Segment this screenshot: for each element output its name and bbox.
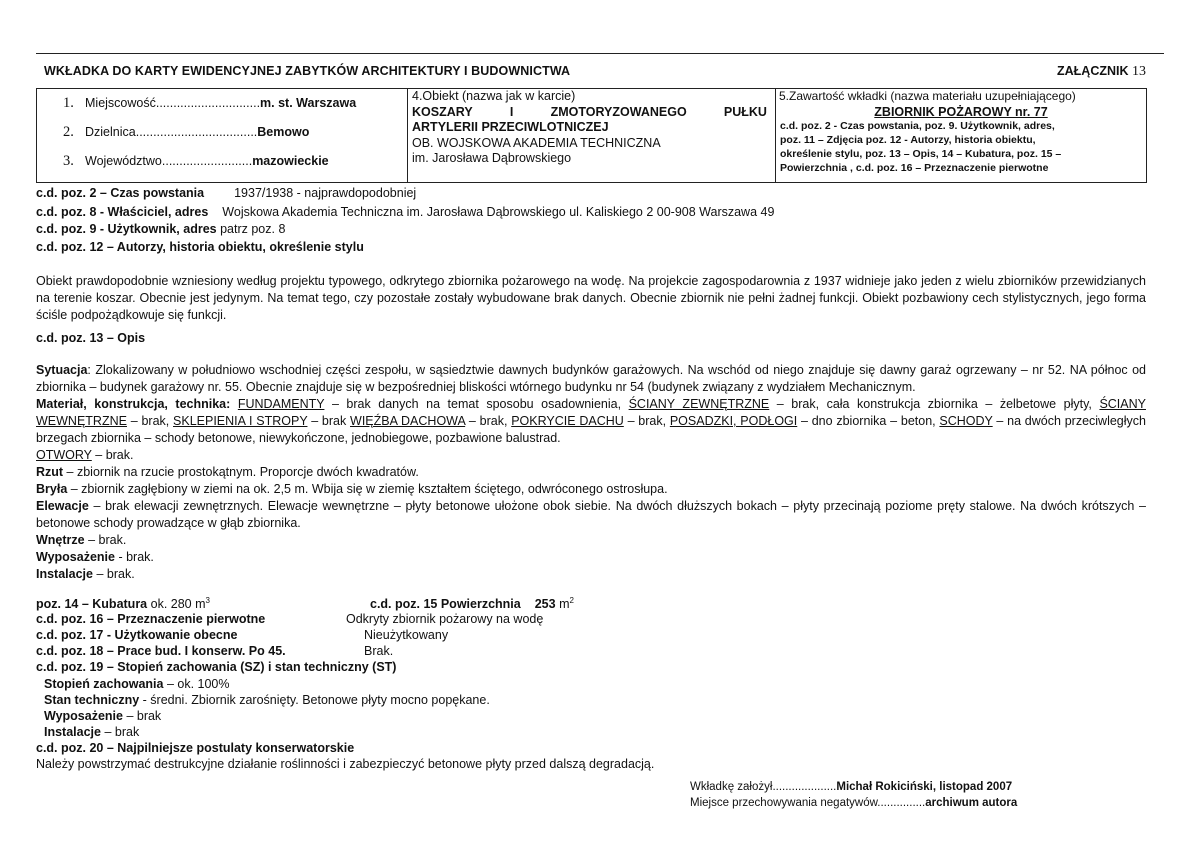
object-name-line2: ARTYLERII PRZECIWLOTNICZEJ <box>412 120 609 134</box>
poz15-label: c.d. poz. 15 Powierzchnia <box>370 597 521 612</box>
wyposazenie-line <box>36 549 1146 566</box>
poz15-value: 253 <box>534 597 556 612</box>
contents-box <box>776 89 1147 183</box>
bryla-text: – zbiornik zagłębiony w ziemi na ok. 2,5 m. Wbija się w ziemię kształtem ściętego, odwróconego ostrosłupa. <box>67 482 668 496</box>
row-label: Miejscowość <box>85 96 156 110</box>
rzut-text: – zbiornik na rzucie prostokątnym. Proporcje dwóch kwadratów. <box>63 465 419 479</box>
poz18-line <box>36 644 286 658</box>
bryla-label: Bryła <box>36 482 68 496</box>
poz18-value: Brak. <box>364 644 394 658</box>
storage-dots: ............... <box>877 797 926 809</box>
contents-line: c.d. poz. 2 - Czas powstania, poz. 9. Użytkownik, adres, <box>780 119 1055 132</box>
contents-label: 5.Zawartość wkładki (nazwa materiału uzupełniającego) <box>779 89 1076 103</box>
row-number: 3. <box>63 153 74 169</box>
storage-line <box>690 797 1017 809</box>
sciany-wew-label: ŚCIANY WEWNĘTRZNE <box>36 397 1146 428</box>
otwory-line <box>36 447 1146 464</box>
poz13-label: c.d. poz. 13 – Opis <box>36 331 146 345</box>
storage-value: archiwum autora <box>925 797 1018 809</box>
situation-text: : Zlokalizowany w południowo wschodniej części zespołu, w sąsiedztwie dawnych budynków garażowych. Na wschód od niego znajduje się dawny garaż ogrzewany – nr 52. NA północ od zbiornika – budynek garażowy nr. 55. Obecnie znajduje się w bezpośredniej bliskości wtórnego budynku nr 54 (budynek związany z wydziałem Mechanicznym. <box>36 363 1146 394</box>
poz9-label: c.d. poz. 9 - Użytkownik, adres <box>36 222 217 236</box>
st-label: Stan techniczny <box>44 693 140 707</box>
fundamenty-text: – brak danych na temat sposobu osadownienia, <box>324 397 629 411</box>
storage-label: Miejsce przechowywania negatywów <box>690 797 878 809</box>
object-name-line1 <box>408 105 775 121</box>
contents-title: ZBIORNIK POŻAROWY nr. 77 <box>874 104 1048 119</box>
poz12-line <box>36 240 364 254</box>
inst-label: Instalacje <box>44 725 101 739</box>
object-name-word: PUŁKU <box>723 104 767 119</box>
bryla-line <box>36 481 1146 498</box>
appendix-number: 13 <box>1132 64 1146 79</box>
description-block <box>36 362 1146 583</box>
object-name-word: I <box>509 104 514 119</box>
author-dots: .................... <box>772 781 837 793</box>
contents-line: Powierzchnia , c.d. poz. 16 – Przeznaczenie pierwotne <box>780 162 1049 175</box>
sz-line <box>44 677 229 691</box>
instalacje-text: – brak. <box>92 567 135 581</box>
sciany-wew-text: – brak, <box>126 414 174 428</box>
inst-line <box>44 725 139 739</box>
poz9-line <box>36 222 285 236</box>
st-line <box>44 693 490 707</box>
wyp-label: Wyposażenie <box>44 709 123 723</box>
row-number: 2. <box>63 124 74 140</box>
poz14-line <box>36 596 210 611</box>
st-text: - średni. Zbiornik zarośnięty. Betonowe płyty mocno popękane. <box>139 693 490 707</box>
schody-text: – na dwóch przeciwległych brzegach zbiornika – schody betonowe, niewykończone, jednobiegowe, pozbawione balustrad. <box>36 414 1146 445</box>
elewacje-text: – brak elewacji zewnętrznych. Elewacje wewnętrzne – płyty betonowe ułożone obok siebie. Na dwóch dłuższych bokach – płyty przecinają poziome pręty stalowe. Na dwóch krótszych – betonowe schody prowadzące w głąb zbiornika. <box>36 499 1146 530</box>
poz14-value: ok. 280 m <box>150 597 206 612</box>
object-box <box>408 89 776 183</box>
poz16-label: c.d. poz. 16 – Przeznaczenie pierwotne <box>36 612 266 626</box>
header-boxes <box>36 88 1147 183</box>
wnetrze-label: Wnętrze <box>36 533 85 547</box>
district-row <box>37 124 407 153</box>
poz20-label: c.d. poz. 20 – Najpilniejsze postulaty konserwatorskie <box>36 741 355 755</box>
sz-text: – ok. 100% <box>163 677 230 691</box>
posadzki-label: POSADZKI, PODŁOGI <box>669 414 798 428</box>
poz16-line <box>36 612 265 626</box>
rzut-line <box>36 464 1146 481</box>
appendix-label <box>1057 64 1146 80</box>
poz19-label: c.d. poz. 19 – Stopień zachowania (SZ) i stan techniczny (ST) <box>36 660 397 674</box>
object-name-word: ZMOTORYZOWANEGO <box>550 104 687 119</box>
object-name-word: KOSZARY <box>412 104 473 119</box>
poz17-label: c.d. poz. 17 - Użytkowanie obecne <box>36 628 238 642</box>
rzut-label: Rzut <box>36 465 64 479</box>
contents-line: określenie stylu, poz. 13 – Opis, 14 – Kubatura, poz. 15 – <box>780 147 1062 160</box>
location-row <box>37 95 407 124</box>
sciany-zew-label: ŚCIANY ZEWNĘTRZNE <box>628 397 770 411</box>
inst-text: – brak <box>100 725 140 739</box>
row-dots: .......................... <box>161 154 253 168</box>
author-line <box>690 781 1012 793</box>
poz17-line <box>36 628 237 642</box>
poz8-value: Wojskowa Akademia Techniczna im. Jarosława Dąbrowskiego ul. Kaliskiego 2 00-908 Warszawa 49 <box>222 205 775 219</box>
elewacje-label: Elewacje <box>36 499 89 513</box>
poz13-line <box>36 331 145 345</box>
voivodeship-row <box>37 153 407 182</box>
wiezba-label: WIĘŹBA DACHOWA <box>350 414 466 428</box>
wnetrze-text: – brak. <box>84 533 127 547</box>
row-value: mazowieckie <box>252 154 329 168</box>
object-institution: OB. WOJSKOWA AKADEMIA TECHNICZNA <box>412 135 661 150</box>
row-number: 1. <box>63 95 74 111</box>
poz19-line <box>36 660 396 674</box>
otwory-text: – brak. <box>91 448 134 462</box>
poz15-line <box>370 596 574 611</box>
wyposazenie-label: Wyposażenie <box>36 550 115 564</box>
object-patron: im. Jarosława Dąbrowskiego <box>412 151 572 165</box>
poz14-label: poz. 14 – Kubatura <box>36 597 148 612</box>
row-dots: ................................... <box>135 125 258 139</box>
sklepienia-text: – brak <box>307 414 351 428</box>
posadzki-text: – dno zbiornika – beton, <box>797 414 940 428</box>
appendix-label-text: ZAŁĄCZNIK <box>1057 64 1129 78</box>
poz17-value: Nieużytkowany <box>364 628 449 642</box>
schody-label: SCHODY <box>939 414 993 428</box>
form-title: WKŁADKA DO KARTY EWIDENCYJNEJ ZABYTKÓW ARCHITEKTURY I BUDOWNICTWA <box>44 64 571 78</box>
poz2-label: c.d. poz. 2 – Czas powstania <box>36 186 205 200</box>
poz8-label: c.d. poz. 8 - Właściciel, adres <box>36 205 209 219</box>
poz12-label: c.d. poz. 12 – Autorzy, historia obiektu, określenie stylu <box>36 240 364 254</box>
pokrycie-label: POKRYCIE DACHU <box>511 414 624 428</box>
sciany-zew-text: – brak, cała konstrukcja zbiornika – żelbetowe płyty, <box>769 397 1100 411</box>
row-value: m. st. Warszawa <box>260 96 357 110</box>
poz16-value: Odkryty zbiornik pożarowy na wodę <box>346 612 544 626</box>
fundamenty-label: FUNDAMENTY <box>237 397 325 411</box>
elewacje-paragraph <box>36 498 1146 532</box>
instalacje-label: Instalacje <box>36 567 93 581</box>
row-dots: .............................. <box>155 96 261 110</box>
otwory-label: OTWORY <box>36 448 92 462</box>
sz-label: Stopień zachowania <box>44 677 164 691</box>
author-value: Michał Rokiciński, listopad 2007 <box>836 781 1013 793</box>
situation-paragraph <box>36 362 1146 396</box>
poz2-line <box>36 186 416 200</box>
author-label: Wkładkę założył <box>690 781 773 793</box>
row-value: Bemowo <box>257 125 310 139</box>
instalacje-line <box>36 566 1146 583</box>
wnetrze-line <box>36 532 1146 549</box>
poz20-line <box>36 741 354 755</box>
pokrycie-text: – brak, <box>623 414 670 428</box>
material-paragraph <box>36 396 1146 447</box>
top-rule <box>36 53 1164 54</box>
contents-line: poz. 11 – Zdjęcia poz. 12 - Autorzy, historia obiektu, <box>780 133 1036 146</box>
poz9-value: patrz poz. 8 <box>220 222 286 236</box>
poz14-sup: 3 <box>205 596 210 605</box>
object-label: 4.Obiekt (nazwa jak w karcie) <box>412 89 576 103</box>
location-box <box>37 89 408 183</box>
situation-label: Sytuacja <box>36 363 88 377</box>
poz15-unit: m <box>555 597 570 612</box>
sklepienia-label: SKLEPIENIA I STROPY <box>173 414 308 428</box>
wyposazenie-text: - brak. <box>114 550 154 564</box>
poz2-value: 1937/1938 - najprawdopodobniej <box>234 186 417 200</box>
material-label: Materiał, konstrukcja, technika: <box>36 397 231 411</box>
poz18-label: c.d. poz. 18 – Prace bud. I konserw. Po 45. <box>36 644 286 658</box>
wyp-line <box>44 709 161 723</box>
poz20-text: Należy powstrzymać destrukcyjne działanie roślinności i zabezpieczyć betonowe płyty przed dalszą degradacją. <box>36 757 655 771</box>
row-label: Województwo <box>85 154 162 168</box>
wyp-text: – brak <box>122 709 162 723</box>
row-label: Dzielnica <box>85 125 136 139</box>
poz15-sup: 2 <box>569 596 574 605</box>
history-paragraph: Obiekt prawdopodobnie wzniesiony według projektu typowego, odkrytego zbiornika pożarowego na wodę. Na projekcie zagospodarownia z 1937 widnieje jako jeden z wielu zbiorników przewidzianych na terenie koszar. Obecnie jest jedynym. Na temat tego, czy pozostałe zostały wybudowane brak danych. Obecnie zbiornik nie pełni żadnej funkcji. Obiekt pozbawiony cech stylistycznych, jego forma ściśle podpożądkowuje się funkcji. <box>36 274 1146 322</box>
poz8-line <box>36 205 774 219</box>
wiezba-text: – brak, <box>465 414 512 428</box>
